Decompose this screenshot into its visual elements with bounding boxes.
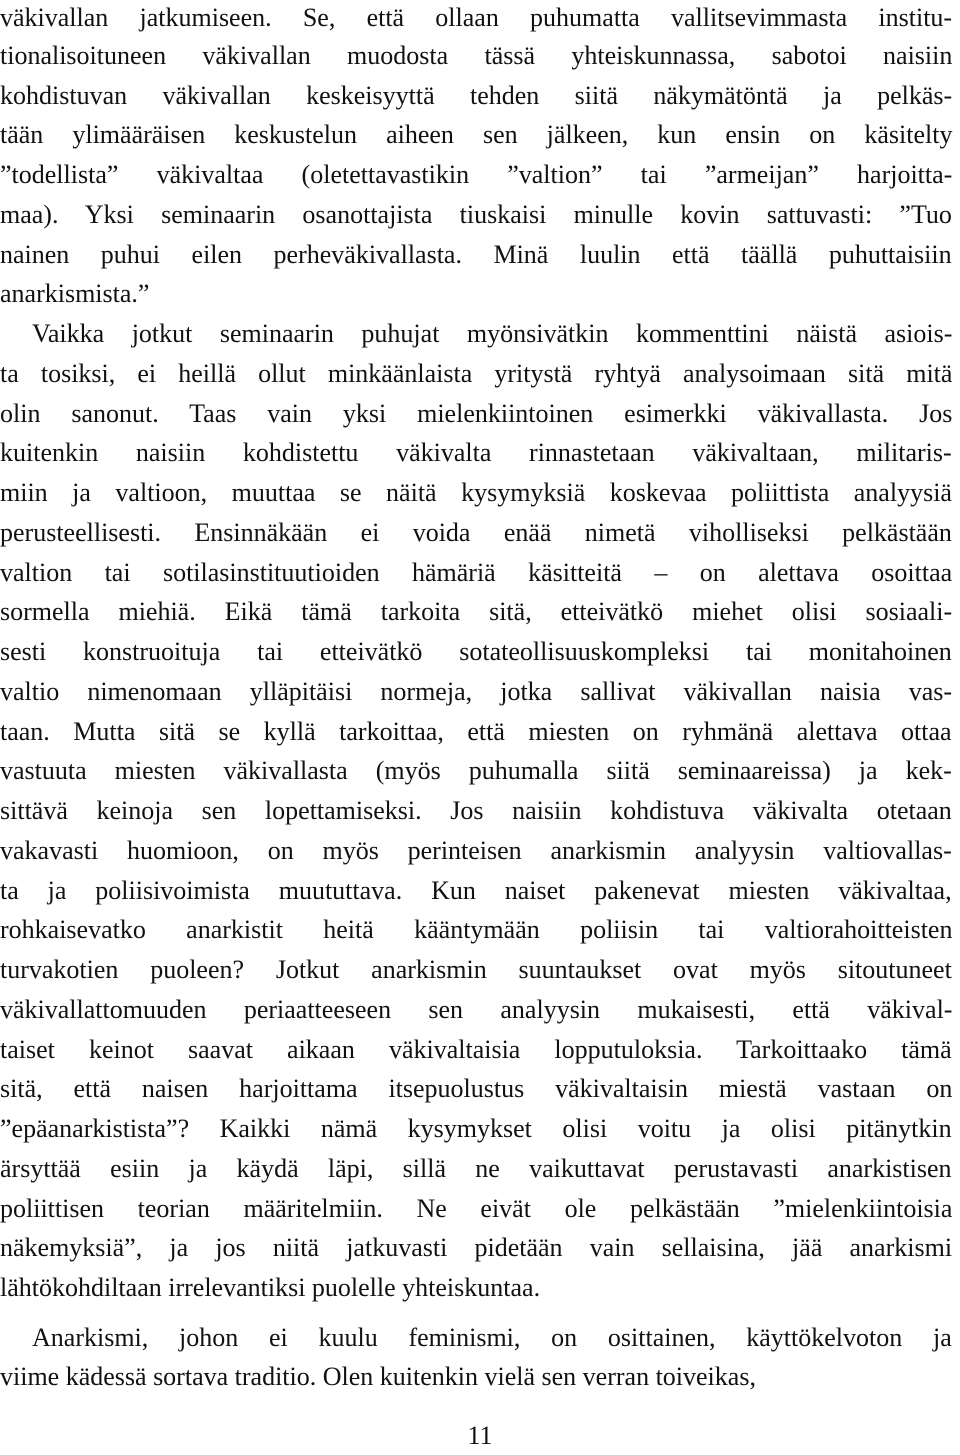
text-line-15: valtion tai sotilasinstituutioiden hämäriä käsitteitä – on alettava osoittaa — [0, 558, 953, 587]
text-line-18: valtio nimenomaan ylläpitäisi normeja, jotka sallivat väkivallan naisia vas- — [0, 677, 953, 706]
text-line-21: sittävä keinoja sen lopettamiseksi. Jos naisiin kohdistuva väkivalta otetaan — [0, 796, 952, 825]
page-number: 11 — [467, 1421, 493, 1450]
text-line-1: väkivallan jatkumiseen. Se, että ollaan puhumatta vallitsevimmasta institu- — [0, 3, 953, 32]
text-line-24: rohkaisevatko anarkistit heitä kääntymään poliisin tai valtiorahoitteisten — [0, 915, 953, 944]
text-line-10: ta tosiksi, ei heillä ollut minkäänlaista yritystä ryhtyä analysoimaan sitä mitä — [0, 359, 953, 388]
text-line-23: ta ja poliisivoimista muututtava. Kun naiset pakenevat miesten väkivaltaa, — [0, 876, 952, 905]
text-line-19: taan. Mutta sitä se kyllä tarkoittaa, että miesten on ryhmänä alettava ottaa — [0, 717, 952, 746]
text-line-8: anarkismista.” — [0, 279, 150, 308]
text-line-9: Vaikka jotkut seminaarin puhujat myönsivätkin kommenttini näistä asiois- — [32, 319, 953, 348]
text-line-7: nainen puhui eilen perheväkivallasta. Minä luulin että täällä puhuttaisiin — [0, 240, 952, 269]
text-line-4: tään ylimääräisen keskustelun aiheen sen jälkeen, kun ensin on käsitelty — [0, 120, 953, 149]
text-line-26: väkivallattomuuden periaatteeseen sen analyysin mukaisesti, että väkival- — [0, 995, 953, 1024]
text-line-11: olin sanonut. Taas vain yksi mielenkiintoinen esimerkki väkivallasta. Jos — [0, 399, 953, 428]
text-line-32: näkemyksiä”, ja jos niitä jatkuvasti pidetään vain sellaisina, jää anarkismi — [0, 1233, 953, 1262]
text-line-16: sormella miehiä. Eikä tämä tarkoita sitä, etteivätkö miehet olisi sosiaali- — [0, 597, 953, 626]
text-line-13: miin ja valtioon, muuttaa se näitä kysymyksiä koskevaa poliittista analyysiä — [0, 478, 952, 507]
text-line-29: ”epäanarkistista”? Kaikki nämä kysymykset olisi voitu ja olisi pitänytkin — [0, 1114, 952, 1143]
text-line-34: Anarkismi, johon ei kuulu feminismi, on osittainen, käyttökelvoton ja — [32, 1323, 952, 1352]
text-line-28: sitä, että naisen harjoittama itsepuolustus väkivaltaisin miestä vastaan on — [0, 1074, 953, 1103]
text-line-35: viime kädessä sortava traditio. Olen kuitenkin vielä sen verran toiveikas, — [0, 1362, 756, 1391]
text-line-3: kohdistuvan väkivallan keskeisyyttä tehden siitä näkymätöntä ja pelkäs- — [0, 81, 953, 110]
text-line-27: taiset keinot saavat aikaan väkivaltaisia lopputuloksia. Tarkoittaako tämä — [0, 1035, 952, 1064]
text-line-17: sesti konstruoituja tai etteivätkö sotateollisuuskompleksi tai monitahoinen — [0, 637, 952, 666]
text-line-22: vakavasti huomioon, on myös perinteisen anarkismin analyysin valtiovallas- — [0, 836, 952, 865]
text-line-33: lähtökohdiltaan irrelevantiksi puolelle yhteiskuntaa. — [0, 1273, 541, 1302]
text-line-5: ”todellista” väkivaltaa (oletettavastikin ”valtion” tai ”armeijan” harjoitta- — [0, 160, 953, 189]
text-line-30: ärsyttää esiin ja käydä läpi, sillä ne vaikuttavat perustavasti anarkistisen — [0, 1154, 952, 1183]
text-line-14: perusteellisesti. Ensinnäkään ei voida enää nimetä viholliseksi pelkästään — [0, 518, 952, 547]
text-line-31: poliittisen teorian määritelmiin. Ne eivät ole pelkästään ”mielenkiintoisia — [0, 1194, 953, 1223]
text-line-25: turvakotien puoleen? Jotkut anarkismin suuntaukset ovat myös sitoutuneet — [0, 955, 952, 984]
text-line-2: tionalisoituneen väkivallan muodosta tässä yhteiskunnassa, sabotoi naisiin — [0, 41, 953, 70]
text-line-6: maa). Yksi seminaarin osanottajista tiuskaisi minulle kovin sattuvasti: ”Tuo — [0, 200, 952, 229]
text-line-20: vastuuta miesten väkivallasta (myös puhumalla siitä seminaareissa) ja kek- — [0, 756, 952, 785]
text-line-12: kuitenkin naisiin kohdistettu väkivalta rinnastetaan väkivaltaan, militaris- — [0, 438, 952, 467]
